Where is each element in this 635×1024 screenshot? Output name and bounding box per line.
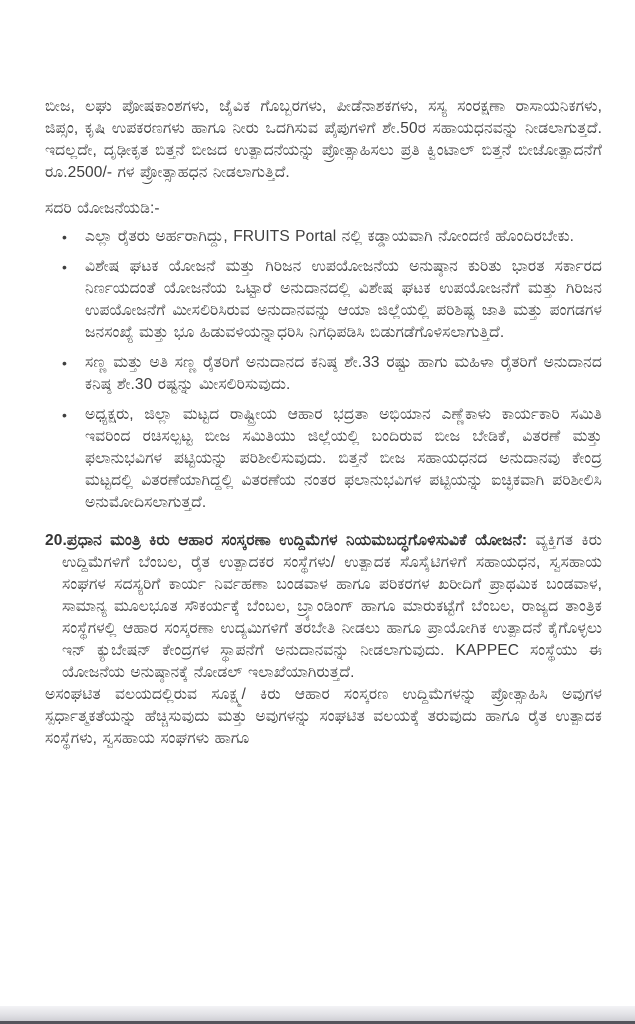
section-20-heading: 20.ಪ್ರಧಾನ ಮಂತ್ರಿ ಕಿರು ಆಹಾರ ಸಂಸ್ಕರಣಾ ಉದ್ದಿಮೆಗಳ ನಿಯಮಬದ್ಧಗೊಳಿಸುವಿಕೆ ಯೋಜನೆ:: [45, 532, 528, 549]
list-item: [62, 352, 603, 396]
bullet-icon: •: [62, 407, 68, 423]
list-item: [62, 256, 602, 344]
bullet-icon: •: [62, 259, 68, 275]
bullet-icon: •: [62, 355, 68, 371]
section-20-paragraph: [45, 530, 602, 684]
viewer-bottom-bar: [0, 1006, 635, 1024]
bullet-text: ಅಧ್ಯಕ್ಷರು, ಜಿಲ್ಲಾ ಮಟ್ಟದ ರಾಷ್ಟ್ರೀಯ ಆಹಾರ ಭದ್ರತಾ ಅಭಿಯಾನ ಎಣ್ಣೆಕಾಳು ಕಾರ್ಯಕಾರಿ ಸಮಿತಿ ಇವರಿಂದ ರಚಿಸಲ್ಪಟ್ಟ ಬೀಜ ಸಮಿತಿಯು ಜಿಲ್ಲೆಯಲ್ಲಿ ಬಂದಿರುವ ಬೀಜ ಬೇಡಿಕೆ, ವಿತರಣೆ ಮತ್ತು ಫಲಾನುಭವಿಗಳ ಪಟ್ಟಿಯನ್ನು ಪರಿಶೀಲಿಸುವುದು. ಬಿತ್ತನೆ ಬೀಜ ಸಹಾಯಧನದ ಅನುದಾನವು ಕೇಂದ್ರ ಮಟ್ಟದಲ್ಲಿ ವಿತರಣೆಯಾಗಿದ್ದಲ್ಲಿ ವಿತರಣೆಯ ನಂತರ ಫಲಾನುಭವಿಗಳ ಪಟ್ಟಿಯನ್ನು ಐಚ್ಛಿಕವಾಗಿ ಪರಿಶೀಲಿಸಿ ಅನುಮೋದಿಸಲಾಗುತ್ತದೆ.: [85, 406, 602, 511]
scheme-bullet-list: [45, 226, 602, 514]
scheme-list-label: ಸದರಿ ಯೋಜನೆಯಡಿ:-: [45, 200, 160, 217]
section-20-body: ವ್ಯಕ್ತಿಗತ ಕಿರು ಉದ್ದಿಮೆಗಳಿಗೆ ಬೆಂಬಲ, ರೈತ ಉತ್ಪಾದಕರ ಸಂಸ್ಥೆಗಳು/ ಉತ್ಪಾದಕ ಸೊಸೈಟಿಗಳಿಗೆ ಸಹಾಯಧನ, ಸ್ವಸಹಾಯ ಸಂಘಗಳ ಸದಸ್ಯರಿಗೆ ಕಾರ್ಯ ನಿರ್ವಹಣಾ ಬಂಡವಾಳ ಹಾಗೂ ಪರಿಕರಗಳ ಖರೀದಿಗೆ ಪ್ರಾಥಮಿಕ ಬಂಡವಾಳ, ಸಾಮಾನ್ಯ ಮೂಲಭೂತ ಸೌಕರ್ಯಕ್ಕೆ ಬೆಂಬಲ, ಬ್ರ್ಯಾಂಡಿಂಗ್ ಹಾಗೂ ಮಾರುಕಟ್ಟೆಗೆ ಬೆಂಬಲ, ರಾಜ್ಯದ ತಾಂತ್ರಿಕ ಸಂಸ್ಥೆಗಳಲ್ಲಿ ಆಹಾರ ಸಂಸ್ಕರಣಾ ಉದ್ಯಮಿಗಳಿಗೆ ತರಬೇತಿ ನೀಡಲು ಹಾಗೂ ಪ್ರಾಯೋಗಿಕ ಉತ್ಪಾದನೆ ಕೈಗೊಳ್ಳಲು ಇನ್ ಕ್ಯುಬೇಷನ್ ಕೇಂದ್ರಗಳ ಸ್ಥಾಪನೆಗೆ ಅನುದಾನವನ್ನು ನೀಡಲಾಗುವುದು. KAPPEC ಸಂಸ್ಥೆಯು ಈ ಯೋಜನೆಯ ಅನುಷ್ಠಾನಕ್ಕೆ ನೋಡಲ್ ಇಲಾಖೆಯಾಗಿರುತ್ತದೆ.: [62, 532, 603, 681]
closing-paragraph: ಅಸಂಘಟಿತ ವಲಯದಲ್ಲಿರುವ ಸೂಕ್ಷ್ಮ/ ಕಿರು ಆಹಾರ ಸಂಸ್ಕರಣ ಉದ್ದಿಮೆಗಳನ್ನು ಪ್ರೋತ್ಸಾಹಿಸಿ ಅವುಗಳ ಸ್ಪರ್ಧಾತ್ಮಕತೆಯನ್ನು ಹೆಚ್ಚಿಸುವುದು ಮತ್ತು ಅವುಗಳನ್ನು ಸಂಘಟಿತ ವಲಯಕ್ಕೆ ತರುವುದು ಹಾಗೂ ರೈತ ಉತ್ಪಾದಕ ಸಂಸ್ಥೆಗಳು, ಸ್ವಸಹಾಯ ಸಂಘಗಳು ಹಾಗೂ: [45, 686, 602, 747]
bullet-text: ಎಲ್ಲಾ ರೈತರು ಅರ್ಹರಾಗಿದ್ದು, FRUITS Portal ನಲ್ಲಿ ಕಡ್ಡಾಯವಾಗಿ ನೋಂದಣಿ ಹೊಂದಿರಬೇಕು.: [85, 228, 575, 245]
intro-paragraph: ಬೀಜ, ಲಘು ಪೋಷಕಾಂಶಗಳು, ಜೈವಿಕ ಗೊಬ್ಬರಗಳು, ಪೀಡೆನಾಶಕಗಳು, ಸಸ್ಯ ಸಂರಕ್ಷಣಾ ರಾಸಾಯನಿಕಗಳು, ಜಿಪ್ಸಂ, ಕೃಷಿ ಉಪಕರಣಗಳು ಹಾಗೂ ನೀರು ಒದಗಿಸುವ ಪೈಪುಗಳಿಗೆ ಶೇ.50ರ ಸಹಾಯಧನವನ್ನು ನೀಡಲಾಗುತ್ತದೆ. ಇದಲ್ಲದೇ, ದೃಢೀಕೃತ ಬಿತ್ತನೆ ಬೀಜದ ಉತ್ಪಾದನೆಯನ್ನು ಪ್ರೋತ್ಸಾಹಿಸಲು ಪ್ರತಿ ಕ್ವಿಂಟಾಲ್ ಬಿತ್ತನೆ ಬೀಜೋತ್ಪಾದನೆಗೆ ರೂ.2500/- ಗಳ ಪ್ರೋತ್ಸಾಹಧನ ನೀಡಲಾಗುತ್ತಿದೆ.: [45, 98, 602, 181]
list-item: [62, 226, 602, 248]
bullet-text: ವಿಶೇಷ ಘಟಕ ಯೋಜನೆ ಮತ್ತು ಗಿರಿಜನ ಉಪಯೋಜನೆಯ ಅನುಷ್ಠಾನ ಕುರಿತು ಭಾರತ ಸರ್ಕಾರದ ನಿರ್ಣಯದಂತೆ ಯೋಜನೆಯ ಒಟ್ಟಾರೆ ಅನುದಾನದಲ್ಲಿ ವಿಶೇಷ ಘಟಕ ಉಪಯೋಜನೆಗೆ ಮತ್ತು ಗಿರಿಜನ ಉಪಯೋಜನೆಗೆ ಮೀಸಲಿರಿಸಿರುವ ಅನುದಾನವನ್ನು ಆಯಾ ಜಿಲ್ಲೆಯಲ್ಲಿ ಪರಿಶಿಷ್ಟ ಜಾತಿ ಮತ್ತು ಪಂಗಡಗಳ ಜನಸಂಖ್ಯೆ ಮತ್ತು ಭೂ ಹಿಡುವಳಿಯನ್ನಾಧರಿಸಿ ನಿಗಧಿಪಡಿಸಿ ಬಿಡುಗಡೆಗೊಳಿಸಲಾಗುತ್ತಿದೆ.: [85, 258, 602, 341]
document-body: [45, 96, 602, 750]
list-item: [62, 404, 602, 514]
bullet-icon: •: [62, 229, 68, 245]
bullet-text: ಸಣ್ಣ ಮತ್ತು ಅತಿ ಸಣ್ಣ ರೈತರಿಗೆ ಅನುದಾನದ ಕನಿಷ್ಠ ಶೇ.33 ರಷ್ಟು ಹಾಗು ಮಹಿಳಾ ರೈತರಿಗೆ ಅನುದಾನದ ಕನಿಷ್ಠ ಶೇ.30 ರಷ್ಟನ್ನು ಮೀಸಲಿರಿಸುವುದು.: [85, 354, 603, 393]
